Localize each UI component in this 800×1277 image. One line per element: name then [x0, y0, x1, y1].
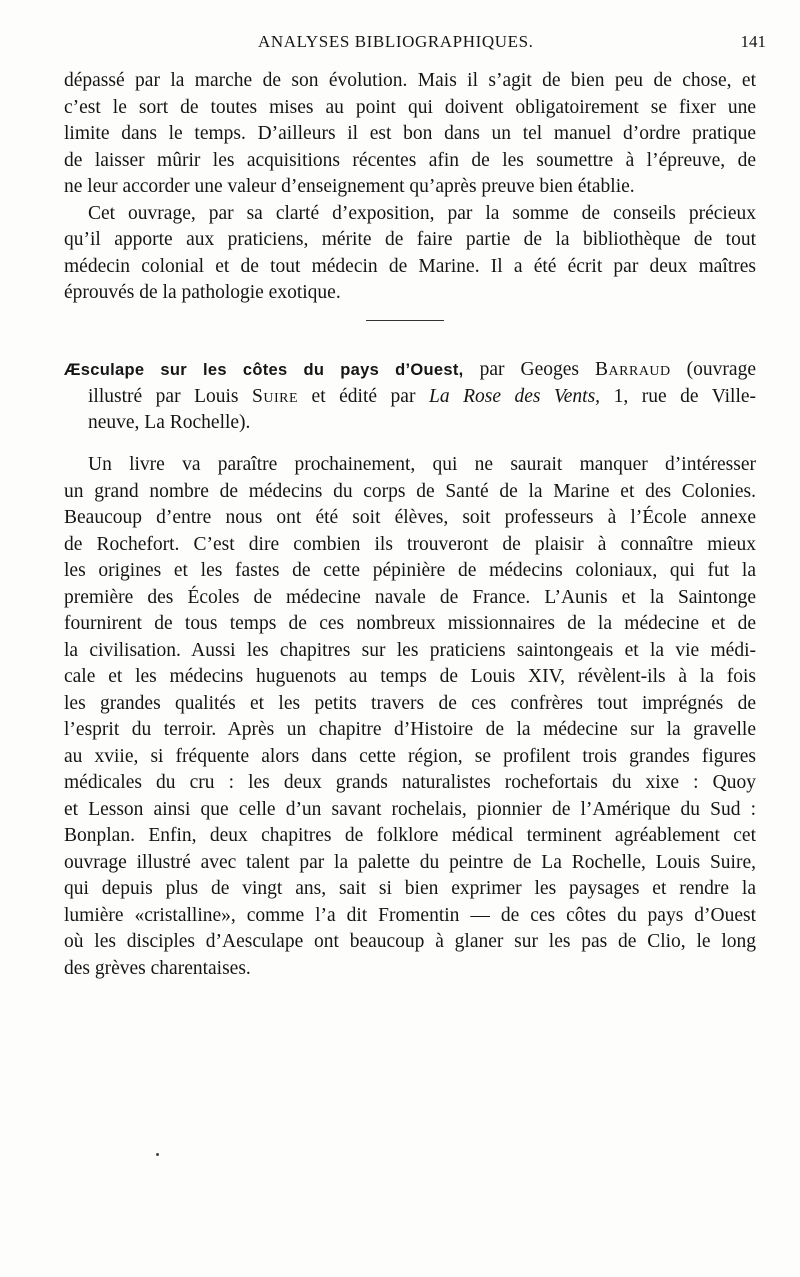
page-number: 141: [740, 32, 766, 51]
entry-rest: (ouvrage: [670, 359, 756, 380]
text-line: éprouvés de la pathologie exotique.: [64, 282, 341, 303]
entry-text: 1, rue de Ville-: [600, 385, 756, 407]
text-line: qu’il apporte aux praticiens, mérite de faire partie de la bibliothèque de tout: [64, 229, 756, 250]
text-line: médecin colonial et de tout médecin de Marine. Il a été écrit par deux maîtres: [64, 255, 756, 277]
text-line: de Rochefort. C’est dire combien ils trouveront de plaisir à connaître mieux: [64, 533, 756, 555]
text-line: un grand nombre de médecins du corps de Santé de la Marine et des Colonies.: [64, 480, 756, 502]
entry-line: [64, 357, 756, 384]
entry-text: et édité par: [298, 385, 429, 407]
text-line: la civilisation. Aussi les chapitres sur les praticiens saintongeais et la vie médi-: [64, 639, 756, 661]
text-line: des grèves charentaises.: [64, 957, 251, 979]
publisher-name: La Rose des Vents,: [428, 385, 601, 407]
text-line: les grandes qualités et les petits travers de ces confrères tout imprégnés de: [64, 692, 756, 714]
author-name: Barraud: [595, 359, 671, 380]
running-title: ANALYSES BIBLIOGRAPHIQUES.: [258, 32, 534, 51]
running-header: [0, 30, 800, 58]
entry-line: neuve, La Rochelle).: [88, 412, 251, 433]
text-line: première des Écoles de médecine navale de France. L’Aunis et la Saintonge: [64, 586, 756, 608]
entry-by: par Geoges: [463, 359, 596, 380]
text-line: lumière «cristalline», comme l’a dit Fromentin — de ces côtes du pays d’Ouest: [64, 904, 756, 926]
text-line: l’esprit du terroir. Après un chapitre d’Histoire de la médecine sur la gravelle: [64, 719, 756, 740]
bibliographic-entry: [64, 357, 756, 437]
section-divider: [366, 320, 444, 321]
text-line: limite dans le temps. D’ailleurs il est bon dans un tel manuel d’ordre pratique: [64, 123, 756, 144]
ink-speck: [156, 1153, 159, 1156]
text-line: ne leur accorder une valeur d’enseignement qu’après preuve bien établie.: [64, 176, 635, 197]
text-line: Un livre va paraître prochainement, qui ne saurait manquer d’intéresser: [88, 454, 756, 475]
text-line: de laisser mûrir les acquisitions récentes afin de les soumettre à l’épreuve, de: [64, 149, 756, 171]
text-line: cale et les médecins huguenots au temps de Louis XIV, révèlent-ils à la fois: [64, 666, 756, 687]
text-line: Beaucoup d’entre nous ont été soit élèves, soit professeurs à l’École annexe: [64, 507, 756, 528]
text-line: Cet ouvrage, par sa clarté d’exposition, par la somme de conseils précieux: [88, 202, 756, 224]
text-line: médicales du cru : les deux grands naturalistes rochefortais du xixe : Quoy: [64, 772, 756, 793]
continued-review-paragraphs: [64, 68, 756, 307]
illustrator-name: Suire: [252, 385, 299, 407]
text-line: au xviie, si fréquente alors dans cette région, se profilent trois grandes figures: [64, 745, 756, 767]
entry-line: [64, 384, 756, 411]
text-line: Bonplan. Enfin, deux chapitres de folklore médical terminent agréablement cet: [64, 825, 756, 846]
text-line: c’est le sort de toutes mises au point qui doivent obligatoirement se fixer une: [64, 96, 756, 118]
review-paragraph: [64, 452, 756, 982]
text-line: où les disciples d’Aesculape ont beaucoup à glaner sur les pas de Clio, le long: [64, 931, 756, 952]
text-line: et Lesson ainsi que celle d’un savant rochelais, pionnier de l’Amérique du Sud :: [64, 798, 756, 820]
text-line: qui depuis plus de vingt ans, sait si bien exprimer les paysages et rendre la: [64, 878, 756, 899]
text-line: fournirent de tous temps de ces nombreux missionnaires de la médecine et de: [64, 613, 756, 634]
text-line: les origines et les fastes de cette pépinière de médecins coloniaux, qui fut la: [64, 560, 756, 581]
text-line: dépassé par la marche de son évolution. Mais il s’agit de bien peu de chose, et: [64, 70, 756, 91]
book-title: Æsculape sur les côtes du pays d’Ouest,: [64, 361, 464, 379]
entry-text: illustré par Louis: [88, 385, 253, 407]
text-line: ouvrage illustré avec talent par la palette du peintre de La Rochelle, Louis Suire,: [64, 851, 756, 873]
